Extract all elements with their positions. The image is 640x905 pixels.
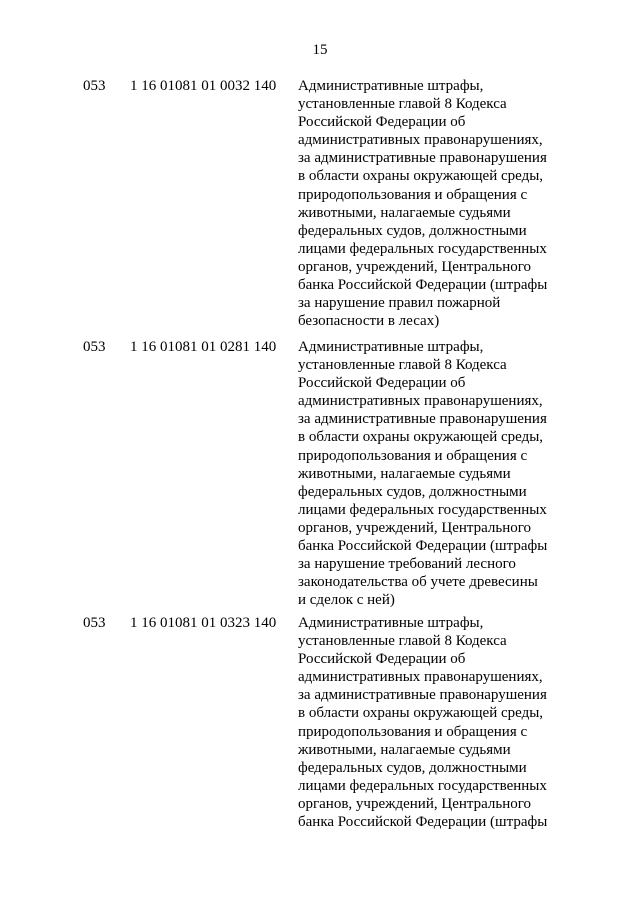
- description-line: животными, налагаемые судьями: [298, 465, 511, 482]
- description-line: Административные штрафы,: [298, 339, 484, 355]
- description-line: федеральных судов, должностными: [298, 483, 527, 500]
- description-line: установленные главой 8 Кодекса: [298, 96, 507, 113]
- description-line: административных правонарушениях,: [298, 669, 543, 686]
- description-line: Российской Федерации об: [298, 375, 466, 392]
- description-line: в области охраны окружающей среды,: [298, 705, 544, 722]
- description-line: животными, налагаемые судьями: [298, 204, 511, 221]
- description: [298, 614, 578, 831]
- description-line: за административные правонарушения: [298, 150, 547, 167]
- admin-code: 053: [83, 78, 106, 94]
- description-line: Административные штрафы,: [298, 78, 484, 94]
- description-line: лицами федеральных государственных: [298, 501, 547, 518]
- description-line: в области охраны окружающей среды,: [298, 429, 544, 446]
- admin-code: 053: [83, 615, 106, 631]
- description-line: установленные главой 8 Кодекса: [298, 357, 507, 374]
- description-line: за административные правонарушения: [298, 687, 547, 704]
- description-line: в области охраны окружающей среды,: [298, 168, 544, 185]
- description-line: животными, налагаемые судьями: [298, 741, 511, 758]
- description-line: за административные правонарушения: [298, 411, 547, 428]
- description-line: безопасности в лесах): [298, 313, 440, 330]
- description-line: за нарушение требований лесного: [298, 556, 516, 573]
- description-line: органов, учреждений, Центрального: [298, 258, 532, 275]
- description-line: лицами федеральных государственных: [298, 240, 547, 257]
- description: [298, 77, 578, 330]
- description: [298, 338, 578, 609]
- description-line: законодательства об учете древесины: [298, 574, 538, 591]
- budget-classification-code: 1 16 01081 01 0323 140: [130, 615, 277, 631]
- page-number: 15: [312, 42, 328, 58]
- description-line: органов, учреждений, Центрального: [298, 519, 532, 536]
- description-line: федеральных судов, должностными: [298, 222, 527, 239]
- description-line: Российской Федерации об: [298, 651, 466, 668]
- description-line: Административные штрафы,: [298, 615, 484, 631]
- description-line: административных правонарушениях,: [298, 132, 543, 149]
- description-line: природопользования и обращения с: [298, 186, 528, 203]
- description-line: и сделок с ней): [298, 592, 395, 609]
- description-line: банка Российской Федерации (штрафы: [298, 277, 548, 294]
- description-line: природопользования и обращения с: [298, 447, 528, 464]
- description-line: федеральных судов, должностными: [298, 759, 527, 776]
- description-line: органов, учреждений, Центрального: [298, 795, 532, 812]
- description-line: лицами федеральных государственных: [298, 777, 547, 794]
- description-line: банка Российской Федерации (штрафы: [298, 538, 548, 555]
- budget-classification-code: 1 16 01081 01 0281 140: [130, 339, 277, 355]
- description-line: за нарушение правил пожарной: [298, 295, 501, 312]
- description-line: банка Российской Федерации (штрафы: [298, 814, 548, 831]
- admin-code: 053: [83, 339, 106, 355]
- description-line: установленные главой 8 Кодекса: [298, 633, 507, 650]
- description-line: административных правонарушениях,: [298, 393, 543, 410]
- budget-classification-code: 1 16 01081 01 0032 140: [130, 78, 277, 94]
- description-line: природопользования и обращения с: [298, 723, 528, 740]
- description-line: Российской Федерации об: [298, 114, 466, 131]
